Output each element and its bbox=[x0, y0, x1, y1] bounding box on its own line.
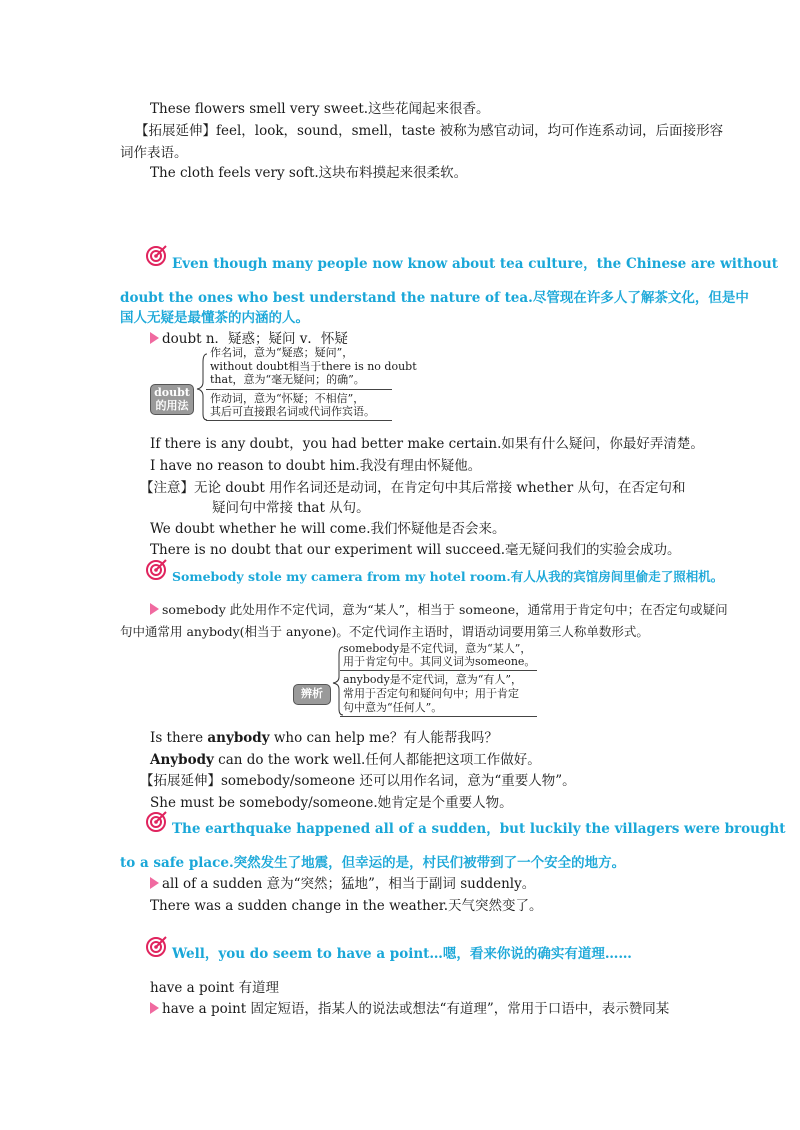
diagram-text: 常用于否定句和疑问句中；用于肯定 bbox=[343, 687, 519, 700]
example-sentence bbox=[150, 751, 541, 769]
keyword: anybody bbox=[207, 730, 270, 746]
keyword: Anybody bbox=[150, 752, 214, 768]
example-sentence bbox=[150, 729, 498, 747]
diagram-text: somebody是不定代词，意为“某人”， bbox=[343, 642, 532, 655]
text: who can help me？有人能帮我吗？ bbox=[269, 730, 498, 746]
divider bbox=[206, 389, 392, 390]
example-sentence: There is no doubt that our experiment will succeed.毫无疑问我们的实验会成功。 bbox=[150, 542, 681, 558]
diagram-text: without doubt相当于there is no doubt bbox=[210, 360, 417, 373]
have-a-point-note bbox=[150, 1000, 669, 1018]
key-sentence: Even though many people now know about tea culture，the Chinese are without bbox=[172, 256, 778, 272]
key-sentence-cont: 国人无疑是最懂茶的内涵的人。 bbox=[120, 310, 309, 326]
all-of-a-sudden-note bbox=[150, 875, 535, 893]
triangle-marker-icon bbox=[150, 603, 159, 615]
diagram-text: 作动词，意为“怀疑；不相信”， bbox=[210, 392, 365, 405]
diagram-text: anybody是不定代词，意为“有人”， bbox=[343, 673, 523, 686]
triangle-marker-icon bbox=[150, 332, 159, 344]
somebody-note-cont: 句中通常用 anybody(相当于 anyone)。不定代词作主语时，谓语动词要用第三人称单数形式。 bbox=[120, 624, 649, 639]
example-sentence: She must be somebody/someone.她肯定是个重要人物。 bbox=[150, 795, 513, 811]
key-sentence: Somebody stole my camera from my hotel room.有人从我的宾馆房间里偷走了照相机。 bbox=[172, 569, 724, 584]
diagram-text: 用于肯定句中。其同义词为someone。 bbox=[343, 655, 536, 668]
all-of-a-sudden-text: all of a sudden 意为“突然；猛地”，相当于副词 suddenly。 bbox=[162, 876, 536, 892]
doubt-heading-text: doubt n．疑惑；疑问 v．怀疑 bbox=[162, 331, 348, 347]
divider bbox=[340, 716, 537, 717]
diagram-text: 其后可直接跟名词或代词作宾语。 bbox=[210, 405, 375, 418]
triangle-marker-icon bbox=[150, 1002, 159, 1014]
somebody-note-text: somebody 此处用作不定代词，意为“某人”，相当于 someone，通常用于肯定句中；在否定句或疑问 bbox=[162, 602, 728, 617]
target-icon bbox=[146, 810, 168, 832]
example-sentence: The cloth feels very soft.这块布料摸起来很柔软。 bbox=[150, 165, 468, 181]
doubt-usage-badge: doubt 的用法 bbox=[150, 384, 194, 415]
attention-note-cont: 疑问句中常接 that 从句。 bbox=[212, 500, 370, 516]
have-a-point-text: have a point 固定短语，指某人的说法或想法“有道理”，常用于口语中，表示赞同某 bbox=[162, 1001, 670, 1017]
somebody-note bbox=[150, 601, 728, 619]
diagram-text: that，意为“毫无疑问；的确”。 bbox=[210, 373, 365, 386]
key-sentence: Well，you do seem to have a point…嗯，看来你说的确实有道理…… bbox=[172, 946, 632, 962]
triangle-marker-icon bbox=[150, 877, 159, 889]
example-sentence: If there is any doubt，you had better make certain.如果有什么疑问，你最好弄清楚。 bbox=[150, 436, 704, 452]
comparison-badge: 辨析 bbox=[293, 684, 331, 705]
text: Is there bbox=[150, 730, 208, 746]
extension-note-cont: 词作表语。 bbox=[120, 145, 188, 161]
diagram-text: 句中意为“任何人”。 bbox=[343, 701, 443, 714]
text: can do the work well.任何人都能把这项工作做好。 bbox=[213, 752, 541, 768]
diagram-text: 作名词，意为“疑惑；疑问”， bbox=[210, 346, 354, 359]
key-sentence: The earthquake happened all of a sudden，but luckily the villagers were brought bbox=[172, 821, 786, 837]
attention-note: 【注意】无论 doubt 用作名词还是动词，在肯定句中其后常接 whether 从句，在否定句和 bbox=[140, 480, 686, 496]
key-sentence-cont: doubt the ones who best understand the nature of tea.尽管现在许多人了解茶文化，但是中 bbox=[120, 290, 749, 306]
divider bbox=[206, 420, 392, 421]
target-icon bbox=[146, 935, 168, 957]
example-sentence: I have no reason to doubt him.我没有理由怀疑他。 bbox=[150, 458, 482, 474]
target-icon bbox=[146, 244, 168, 266]
example-sentence: These flowers smell very sweet.这些花闻起来很香。 bbox=[150, 101, 490, 117]
example-sentence: There was a sudden change in the weather.天气突然变了。 bbox=[150, 898, 543, 914]
extension-note: 【拓展延伸】somebody/someone 还可以用作名词，意为“重要人物”。 bbox=[140, 773, 576, 789]
key-sentence-cont: to a safe place.突然发生了地震，但幸运的是，村民们被带到了一个安全的地方。 bbox=[120, 855, 626, 871]
divider bbox=[340, 670, 537, 671]
phrase-heading: have a point 有道理 bbox=[150, 980, 279, 996]
target-icon bbox=[146, 558, 168, 580]
example-sentence: We doubt whether he will come.我们怀疑他是否会来。 bbox=[150, 521, 506, 537]
extension-note: 【拓展延伸】feel，look，sound，smell，taste 被称为感官动词，均可作连系动词，后面接形容 bbox=[135, 123, 724, 139]
